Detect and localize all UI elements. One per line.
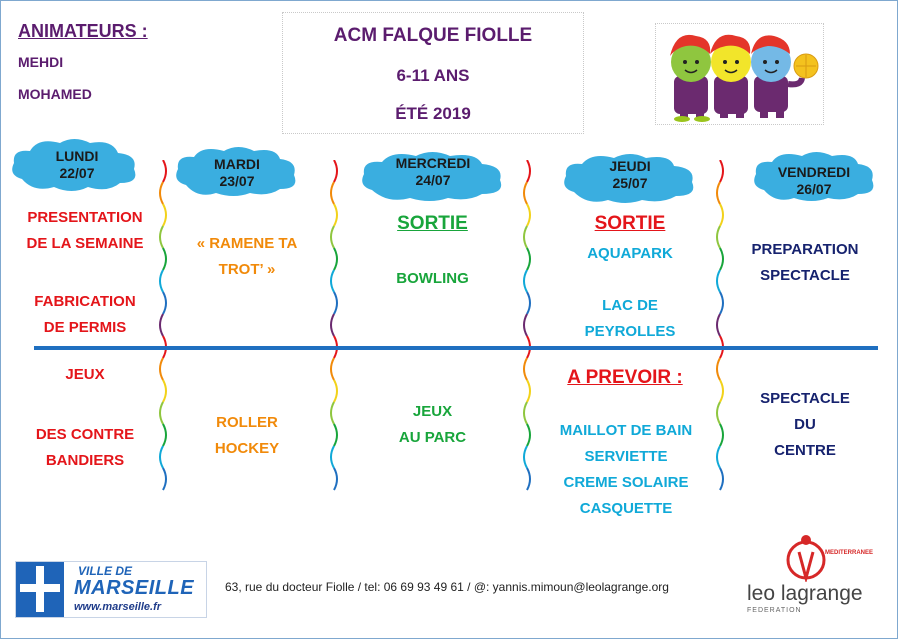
- day-name: MARDI: [214, 156, 260, 172]
- wave-segment: [160, 182, 163, 204]
- activity-line: PREPARATION: [751, 241, 859, 258]
- wave-segment: [331, 402, 334, 424]
- activity-line: SPECTACLE: [760, 390, 850, 407]
- list-item: SERVIETTE: [584, 448, 668, 465]
- activity-line: ROLLER: [216, 414, 278, 431]
- wave-segment: [331, 270, 334, 292]
- wave-segment: [163, 292, 166, 314]
- day-header-mercredi: [383, 155, 483, 189]
- marseille-logo-line2: MARSEILLE: [74, 577, 195, 599]
- wave-segment: [334, 424, 337, 446]
- footer-address: 63, rue du docteur Fiolle / tel: 06 69 93 49 61 / @: yannis.mimoun@leolagrange.org: [225, 580, 669, 594]
- wave-segment: [331, 314, 334, 336]
- activity-mercredi-afternoon: [350, 399, 515, 451]
- wave-segment: [163, 380, 166, 402]
- activity-jeudi-morning-2: [550, 293, 710, 345]
- day-header-mardi: [202, 156, 272, 190]
- wave-segment: [163, 424, 166, 446]
- children-illustration-icon: [655, 23, 824, 125]
- page-title: ACM FALQUE FIOLLE: [333, 25, 533, 46]
- leo-logo-bottom: FEDERATION: [747, 607, 802, 614]
- activity-line: CENTRE: [774, 442, 836, 459]
- leo-lagrange-logo-icon: [745, 530, 885, 620]
- marseille-logo-line1: VILLE DE: [78, 564, 133, 578]
- leo-logo-top: MEDITERRANEE: [825, 550, 874, 556]
- marseille-logo-url: www.marseille.fr: [74, 601, 162, 613]
- activity-line: BANDIERS: [45, 452, 125, 469]
- list-item: CASQUETTE: [579, 500, 673, 517]
- outing-heading: SORTIE: [397, 213, 468, 234]
- wave-segment: [527, 160, 530, 182]
- age-range: 6-11 ANS: [396, 66, 470, 85]
- activity-line: FABRICATION: [34, 293, 136, 310]
- activity-line: JEUX: [412, 403, 453, 420]
- wave-segment: [524, 182, 527, 204]
- wave-segment: [160, 446, 163, 468]
- wave-segment: [527, 248, 530, 270]
- wave-segment: [527, 468, 530, 490]
- wave-segment: [160, 270, 163, 292]
- day-date: 26/07: [796, 181, 832, 197]
- wave-segment: [334, 468, 337, 490]
- activity-line: LAC DE: [602, 297, 658, 314]
- wave-segment: [527, 204, 530, 226]
- animateur-name: MEHDI: [18, 54, 64, 70]
- wave-segment: [331, 446, 334, 468]
- wave-segment: [524, 446, 527, 468]
- activity-line: HOCKEY: [214, 440, 280, 457]
- activity-mardi-afternoon: [172, 410, 322, 462]
- wave-segment: [717, 358, 720, 380]
- day-header-lundi: [42, 148, 112, 182]
- to-bring-heading: A PREVOIR :: [567, 367, 683, 388]
- wave-segment: [334, 380, 337, 402]
- activity-lundi-morning: [10, 205, 160, 257]
- activity-lundi-afternoon-2: [10, 422, 160, 474]
- wave-segment: [334, 292, 337, 314]
- day-header-vendredi: [768, 164, 860, 198]
- wave-segment: [717, 314, 720, 336]
- activity-line: DU: [794, 416, 816, 433]
- day-name: JEUDI: [609, 158, 651, 174]
- activity-line: PRESENTATION: [27, 209, 143, 226]
- wave-segment: [717, 182, 720, 204]
- activity-line: DE LA SEMAINE: [26, 235, 144, 252]
- to-bring-list: [540, 418, 712, 522]
- list-item: CREME SOLAIRE: [563, 474, 689, 491]
- wavy-separator-icon: [519, 160, 535, 510]
- day-date: 23/07: [219, 173, 255, 189]
- wave-segment: [163, 160, 166, 182]
- wave-segment: [163, 204, 166, 226]
- wave-segment: [331, 182, 334, 204]
- activity-line: PEYROLLES: [584, 323, 676, 340]
- activity-line: SPECTACLE: [760, 267, 850, 284]
- season-label: ÉTÉ 2019: [395, 104, 471, 123]
- outing-heading: SORTIE: [594, 213, 666, 234]
- wave-segment: [163, 248, 166, 270]
- activity-mercredi-morning: BOWLING: [396, 270, 469, 287]
- activity-line: AU PARC: [398, 429, 467, 446]
- activity-jeudi-morning: AQUAPARK: [587, 245, 673, 262]
- wave-segment: [524, 226, 527, 248]
- wave-segment: [334, 204, 337, 226]
- wave-segment: [717, 446, 720, 468]
- activity-vendredi-morning: [730, 237, 880, 289]
- activity-vendredi-afternoon: [730, 386, 880, 464]
- list-item: MAILLOT DE BAIN: [559, 422, 693, 439]
- header-box: [282, 12, 584, 134]
- wave-segment: [163, 468, 166, 490]
- wave-segment: [720, 380, 723, 402]
- activity-line: « RAMENE TA: [196, 235, 298, 252]
- marseille-logo-icon: [15, 561, 207, 618]
- day-date: 25/07: [612, 175, 648, 191]
- animateur-name: MOHAMED: [18, 86, 92, 102]
- wave-segment: [160, 402, 163, 424]
- day-name: VENDREDI: [777, 164, 851, 180]
- wave-segment: [720, 204, 723, 226]
- wave-segment: [524, 270, 527, 292]
- wave-segment: [720, 468, 723, 490]
- wave-segment: [527, 380, 530, 402]
- wave-segment: [524, 314, 527, 336]
- day-header-jeudi: [595, 158, 665, 192]
- activity-line: DE PERMIS: [43, 319, 127, 336]
- wave-segment: [717, 270, 720, 292]
- day-date: 22/07: [59, 165, 95, 181]
- wave-segment: [527, 424, 530, 446]
- day-date: 24/07: [415, 172, 451, 188]
- wave-segment: [717, 402, 720, 424]
- marseille-logo-shield: [16, 562, 64, 617]
- day-name: LUNDI: [55, 148, 99, 164]
- wave-segment: [334, 248, 337, 270]
- activity-lundi-morning-2: [10, 289, 160, 341]
- wave-segment: [160, 358, 163, 380]
- activity-mardi-morning: [172, 231, 322, 283]
- wave-segment: [160, 314, 163, 336]
- wave-segment: [720, 248, 723, 270]
- wave-segment: [331, 358, 334, 380]
- day-name: MERCREDI: [395, 155, 471, 171]
- wave-segment: [334, 160, 337, 182]
- wavy-separator-icon: [326, 160, 342, 510]
- wave-segment: [720, 292, 723, 314]
- day-divider: [34, 346, 878, 350]
- wavy-separator-icon: [712, 160, 728, 510]
- leo-logo-name: leo lagrange: [747, 582, 863, 605]
- animateurs-title: ANIMATEURS :: [18, 21, 148, 41]
- wave-segment: [527, 292, 530, 314]
- wave-segment: [720, 160, 723, 182]
- wave-segment: [524, 358, 527, 380]
- wave-segment: [524, 402, 527, 424]
- activity-lundi-afternoon: JEUX: [65, 366, 105, 383]
- wave-segment: [331, 226, 334, 248]
- wave-segment: [160, 226, 163, 248]
- wave-segment: [717, 226, 720, 248]
- activity-line: DES CONTRE: [35, 426, 135, 443]
- wave-segment: [720, 424, 723, 446]
- activity-line: TROT’ »: [218, 261, 276, 278]
